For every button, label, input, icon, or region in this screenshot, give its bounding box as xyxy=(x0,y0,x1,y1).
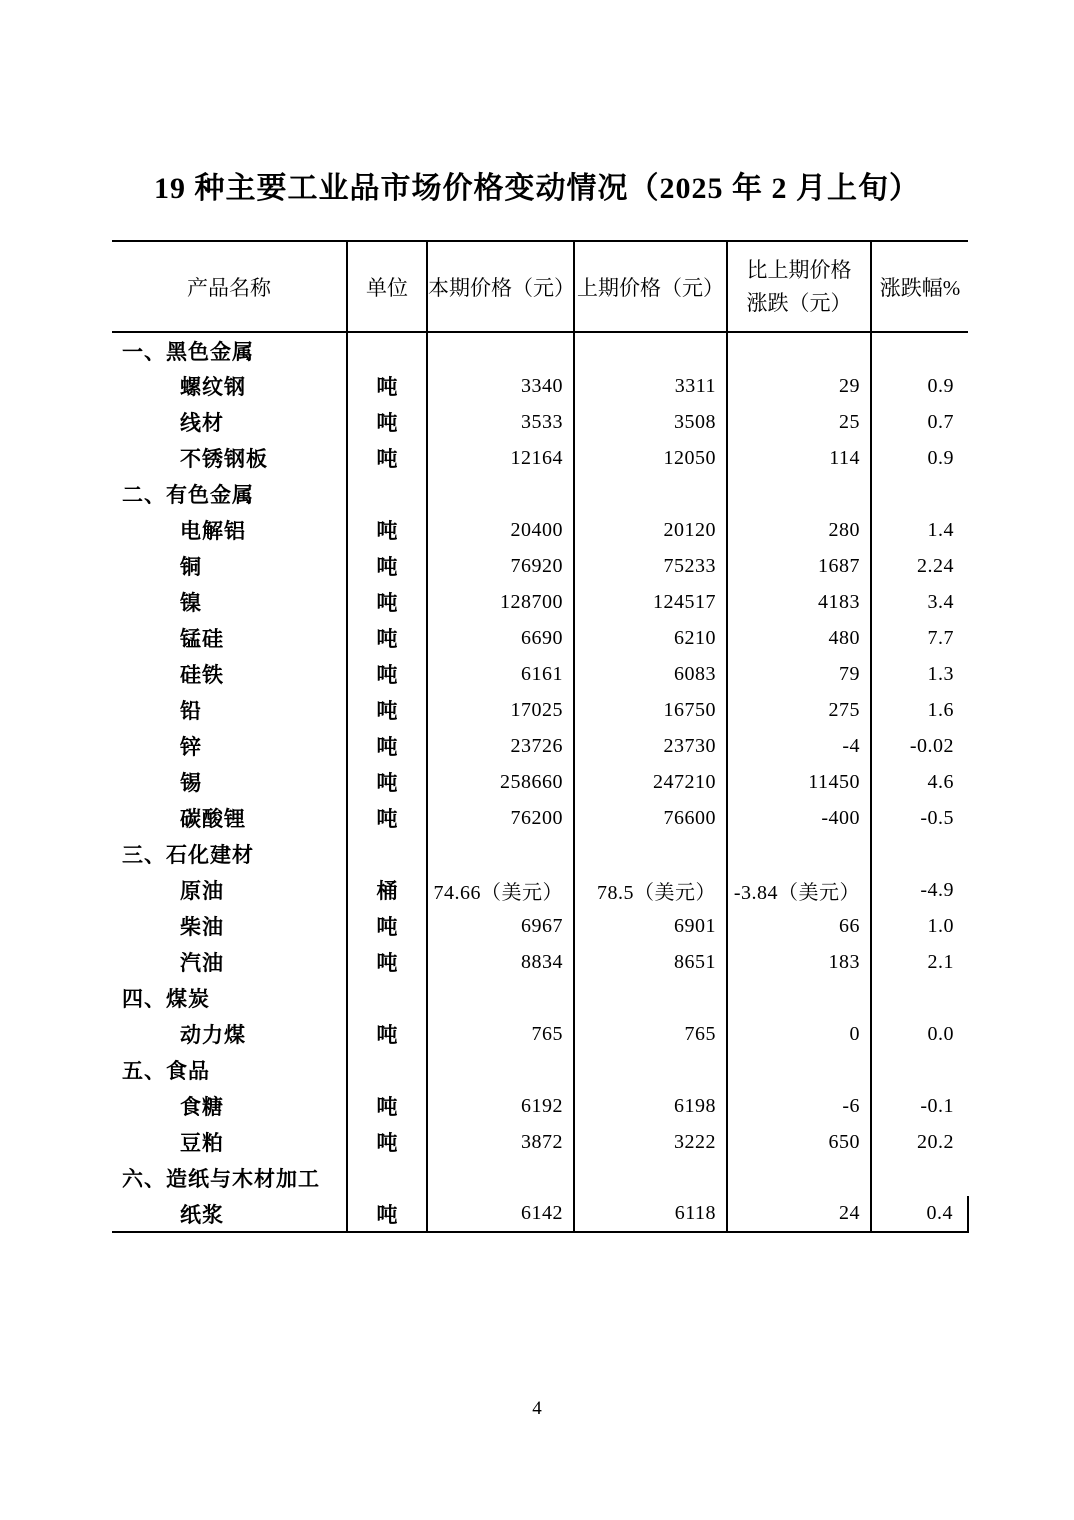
category-row xyxy=(112,1052,968,1088)
unit-cell: 吨 xyxy=(347,440,427,476)
category-label: 四、煤炭 xyxy=(122,988,210,1011)
unit-cell: 吨 xyxy=(347,764,427,800)
product-name-cell: 铜 xyxy=(180,556,202,579)
unit-cell: 吨 xyxy=(347,800,427,836)
product-name-cell: 豆粕 xyxy=(180,1132,224,1155)
price-table xyxy=(112,240,969,1233)
empty-cell xyxy=(574,836,727,872)
empty-cell xyxy=(427,836,574,872)
price-change-cell: 79 xyxy=(727,656,871,692)
pct-change-cell: 1.6 xyxy=(871,692,968,728)
empty-cell xyxy=(871,332,968,368)
unit-cell: 吨 xyxy=(347,620,427,656)
empty-cell xyxy=(347,980,427,1016)
empty-cell xyxy=(427,332,574,368)
header-current-price-label: 本期价格（元） xyxy=(428,275,575,300)
empty-cell xyxy=(871,836,968,872)
current-price-cell: 17025 xyxy=(427,692,574,728)
pct-change-cell: 2.24 xyxy=(871,548,968,584)
previous-price-cell: 75233 xyxy=(574,548,727,584)
product-row xyxy=(112,1124,968,1160)
category-label: 三、石化建材 xyxy=(122,844,254,867)
price-change-cell: 275 xyxy=(727,692,871,728)
unit-cell: 桶 xyxy=(347,872,427,908)
empty-cell xyxy=(727,1052,871,1088)
current-price-cell: 6192 xyxy=(427,1088,574,1124)
unit-cell: 吨 xyxy=(347,404,427,440)
pct-change-cell: 2.1 xyxy=(871,944,968,980)
product-name-cell: 动力煤 xyxy=(180,1024,246,1047)
page-title: 19 种主要工业品市场价格变动情况（2025 年 2 月上旬） xyxy=(154,172,920,205)
pct-change-cell: -0.1 xyxy=(871,1088,968,1124)
product-name-cell: 不锈钢板 xyxy=(180,448,268,471)
header-price-change xyxy=(727,241,871,332)
unit-cell: 吨 xyxy=(347,692,427,728)
empty-cell xyxy=(427,980,574,1016)
product-row xyxy=(112,440,968,476)
previous-price-cell: 3508 xyxy=(574,404,727,440)
price-change-cell: 24 xyxy=(727,1196,871,1232)
previous-price-cell: 247210 xyxy=(574,764,727,800)
empty-cell xyxy=(574,332,727,368)
product-row xyxy=(112,1016,968,1052)
unit-cell: 吨 xyxy=(347,656,427,692)
current-price-cell: 12164 xyxy=(427,440,574,476)
category-row xyxy=(112,332,968,368)
current-price-cell: 6690 xyxy=(427,620,574,656)
price-change-cell: 25 xyxy=(727,404,871,440)
previous-price-cell: 12050 xyxy=(574,440,727,476)
table-body xyxy=(112,332,968,1232)
product-name-cell: 食糖 xyxy=(180,1096,224,1119)
price-change-cell: -4 xyxy=(727,728,871,764)
header-unit xyxy=(347,241,427,332)
product-name-cell: 电解铝 xyxy=(180,520,246,543)
previous-price-cell: 16750 xyxy=(574,692,727,728)
price-change-cell: 280 xyxy=(727,512,871,548)
product-name-cell: 锰硅 xyxy=(180,628,224,651)
header-pct-change xyxy=(871,241,968,332)
price-change-cell: 114 xyxy=(727,440,871,476)
product-row xyxy=(112,512,968,548)
empty-cell xyxy=(347,836,427,872)
unit-cell: 吨 xyxy=(347,1088,427,1124)
price-change-cell: -3.84（美元） xyxy=(727,872,871,908)
unit-cell: 吨 xyxy=(347,728,427,764)
unit-cell: 吨 xyxy=(347,1016,427,1052)
category-row xyxy=(112,476,968,512)
header-unit-label: 单位 xyxy=(366,275,408,300)
empty-cell xyxy=(427,1160,574,1196)
header-row xyxy=(112,241,968,332)
pct-change-cell: 0.7 xyxy=(871,404,968,440)
empty-cell xyxy=(871,476,968,512)
empty-cell xyxy=(727,332,871,368)
header-current-price xyxy=(427,241,574,332)
product-name-cell: 柴油 xyxy=(180,916,224,939)
product-row xyxy=(112,944,968,980)
empty-cell xyxy=(727,980,871,1016)
product-row xyxy=(112,728,968,764)
previous-price-cell: 124517 xyxy=(574,584,727,620)
product-name-cell: 碳酸锂 xyxy=(180,808,246,831)
product-row xyxy=(112,368,968,404)
header-product-name-label: 产品名称 xyxy=(187,275,271,300)
price-change-cell: 1687 xyxy=(727,548,871,584)
price-change-cell: -400 xyxy=(727,800,871,836)
pct-change-cell: -0.02 xyxy=(871,728,968,764)
empty-cell xyxy=(347,332,427,368)
product-row xyxy=(112,656,968,692)
price-change-cell: 650 xyxy=(727,1124,871,1160)
unit-cell: 吨 xyxy=(347,584,427,620)
product-name-cell: 铅 xyxy=(180,700,202,723)
previous-price-cell: 20120 xyxy=(574,512,727,548)
empty-cell xyxy=(871,1052,968,1088)
current-price-cell: 23726 xyxy=(427,728,574,764)
previous-price-cell: 6210 xyxy=(574,620,727,656)
previous-price-cell: 6118 xyxy=(574,1196,727,1232)
previous-price-cell: 76600 xyxy=(574,800,727,836)
current-price-cell: 74.66（美元） xyxy=(427,872,574,908)
product-row xyxy=(112,908,968,944)
price-change-cell: -6 xyxy=(727,1088,871,1124)
current-price-cell: 3340 xyxy=(427,368,574,404)
price-change-cell: 480 xyxy=(727,620,871,656)
empty-cell xyxy=(427,476,574,512)
unit-cell: 吨 xyxy=(347,368,427,404)
empty-cell xyxy=(871,980,968,1016)
product-name-cell: 汽油 xyxy=(180,952,224,975)
pct-change-cell: 7.7 xyxy=(871,620,968,656)
previous-price-cell: 6198 xyxy=(574,1088,727,1124)
current-price-cell: 6161 xyxy=(427,656,574,692)
pct-change-cell: 1.0 xyxy=(871,908,968,944)
current-price-cell: 76200 xyxy=(427,800,574,836)
product-name-cell: 锡 xyxy=(180,772,202,795)
previous-price-cell: 23730 xyxy=(574,728,727,764)
previous-price-cell: 8651 xyxy=(574,944,727,980)
price-change-cell: 4183 xyxy=(727,584,871,620)
category-label: 六、造纸与木材加工 xyxy=(122,1168,320,1191)
pct-change-cell: 1.4 xyxy=(871,512,968,548)
product-row xyxy=(112,692,968,728)
header-price-change-line2: 涨跌（元） xyxy=(746,290,852,315)
price-change-cell: 0 xyxy=(727,1016,871,1052)
product-row xyxy=(112,584,968,620)
category-label: 二、有色金属 xyxy=(122,484,254,507)
product-row xyxy=(112,1196,968,1232)
unit-cell: 吨 xyxy=(347,548,427,584)
current-price-cell: 20400 xyxy=(427,512,574,548)
empty-cell xyxy=(574,980,727,1016)
product-row xyxy=(112,764,968,800)
price-change-cell: 11450 xyxy=(727,764,871,800)
previous-price-cell: 6901 xyxy=(574,908,727,944)
previous-price-cell: 765 xyxy=(574,1016,727,1052)
current-price-cell: 128700 xyxy=(427,584,574,620)
empty-cell xyxy=(727,836,871,872)
current-price-cell: 3872 xyxy=(427,1124,574,1160)
pct-change-cell: 0.9 xyxy=(871,368,968,404)
current-price-cell: 6967 xyxy=(427,908,574,944)
category-label: 一、黑色金属 xyxy=(122,340,254,364)
product-name-cell: 镍 xyxy=(180,592,202,615)
empty-cell xyxy=(574,1052,727,1088)
current-price-cell: 765 xyxy=(427,1016,574,1052)
previous-price-cell: 3222 xyxy=(574,1124,727,1160)
empty-cell xyxy=(574,476,727,512)
previous-price-cell: 78.5（美元） xyxy=(574,872,727,908)
unit-cell: 吨 xyxy=(347,1196,427,1232)
unit-cell: 吨 xyxy=(347,1124,427,1160)
pct-change-cell: -0.5 xyxy=(871,800,968,836)
empty-cell xyxy=(427,1052,574,1088)
unit-cell: 吨 xyxy=(347,944,427,980)
product-name-cell: 硅铁 xyxy=(180,664,224,687)
current-price-cell: 3533 xyxy=(427,404,574,440)
empty-cell xyxy=(347,476,427,512)
current-price-cell: 6142 xyxy=(427,1196,574,1232)
empty-cell xyxy=(727,1160,871,1196)
price-change-cell: 29 xyxy=(727,368,871,404)
empty-cell xyxy=(727,476,871,512)
pct-change-cell: 0.4 xyxy=(871,1196,968,1232)
empty-cell xyxy=(871,1160,968,1196)
product-row xyxy=(112,404,968,440)
product-name-cell: 原油 xyxy=(180,880,224,903)
product-row xyxy=(112,872,968,908)
pct-change-cell: -4.9 xyxy=(871,872,968,908)
pct-change-cell: 1.3 xyxy=(871,656,968,692)
header-price-change-line1: 比上期价格 xyxy=(746,257,852,282)
current-price-cell: 76920 xyxy=(427,548,574,584)
header-product-name xyxy=(112,241,347,332)
pct-change-cell: 0.0 xyxy=(871,1016,968,1052)
product-row xyxy=(112,800,968,836)
category-row xyxy=(112,980,968,1016)
header-pct-change-label: 涨跌幅% xyxy=(879,275,961,300)
price-change-cell: 183 xyxy=(727,944,871,980)
empty-cell xyxy=(347,1160,427,1196)
category-row xyxy=(112,1160,968,1196)
product-row xyxy=(112,548,968,584)
current-price-cell: 8834 xyxy=(427,944,574,980)
product-name-cell: 锌 xyxy=(180,736,202,759)
page-number: 4 xyxy=(532,1398,542,1419)
previous-price-cell: 3311 xyxy=(574,368,727,404)
pct-change-cell: 3.4 xyxy=(871,584,968,620)
product-name-cell: 线材 xyxy=(180,412,224,435)
empty-cell xyxy=(347,1052,427,1088)
category-row xyxy=(112,836,968,872)
unit-cell: 吨 xyxy=(347,512,427,548)
current-price-cell: 258660 xyxy=(427,764,574,800)
previous-price-cell: 6083 xyxy=(574,656,727,692)
pct-change-cell: 20.2 xyxy=(871,1124,968,1160)
product-name-cell: 螺纹钢 xyxy=(180,376,246,399)
header-previous-price xyxy=(574,241,727,332)
product-row xyxy=(112,620,968,656)
header-previous-price-label: 上期价格（元） xyxy=(577,275,724,300)
pct-change-cell: 0.9 xyxy=(871,440,968,476)
table-header xyxy=(112,241,968,332)
product-row xyxy=(112,1088,968,1124)
pct-change-cell: 4.6 xyxy=(871,764,968,800)
category-label: 五、食品 xyxy=(122,1060,210,1083)
unit-cell: 吨 xyxy=(347,908,427,944)
product-name-cell: 纸浆 xyxy=(180,1203,224,1227)
price-change-cell: 66 xyxy=(727,908,871,944)
empty-cell xyxy=(574,1160,727,1196)
